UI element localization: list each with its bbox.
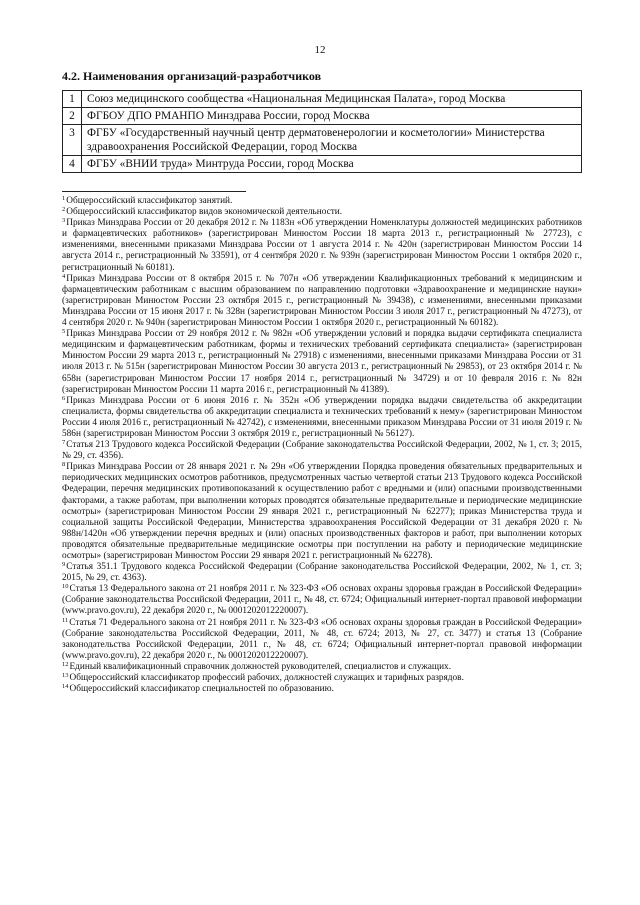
footnote — [62, 396, 582, 440]
footnote-text: Единый квалификационный справочник должностей руководителей, специалистов и служащих. — [69, 661, 452, 672]
footnote-number: 10 — [62, 583, 69, 591]
footnote-number: 1 — [62, 195, 66, 202]
footnote-text: Статья 71 Федерального закона от 21 ноября 2011 г. № 323-ФЗ «Об основах охраны здоровья граждан в Российской Федерации» (Собрание законодательства Российской Федерации, 2011, № 48, ст. 6724; 2013, № 27, ст. 3477) и статья 13 (Собрание законодательства Российской Федерации, 2011 г., № 48, ст. 6724; Официальный интернет-портал правовой информации (www.pravo.gov.ru), 22 декабря 2020 г., № 0001202012220007). — [62, 617, 582, 661]
footnote-text: Статья 213 Трудового кодекса Российской Федерации (Собрание законодательства Российской Федерации, 2002, № 1, ст. 3; 2015, № 29, ст. 4356). — [62, 440, 582, 462]
organizations-table — [62, 90, 582, 173]
footnote-number: 7 — [62, 439, 66, 447]
organization-name: ФГБУ «ВНИИ труда» Минтруда России, город Москва — [82, 156, 582, 173]
footnote — [62, 673, 582, 684]
footnote — [62, 684, 582, 695]
footnote-number: 14 — [62, 683, 69, 691]
footnote-number: 8 — [62, 461, 66, 469]
table-row — [63, 125, 582, 156]
row-number: 2 — [63, 108, 82, 125]
footnote-number: 5 — [62, 328, 66, 336]
footnote-separator — [62, 191, 246, 192]
footnote-text: Общероссийский классификатор профессий рабочих, должностей служащих и тарифных разрядов. — [69, 673, 464, 684]
footnote-text: Приказ Минздрава России от 29 ноября 2012 г. № 982н «Об утверждении условий и порядка выдачи сертификата специалиста медицинским и фармацевтическим работникам, формы и технических требований сертификата специалиста» (зарегистрирован Минюстом России 29 марта 2013 г., регистрационный № 27918) с изменениями, внесенными приказами Минздрава России от 31 июля 2013 г. № 515н (зарегистрирован Минюстом России 30 августа 2013 г., регистрационный № 29853), от 23 октября 2014 г. № 658н (зарегистрирован Минюстом России 17 ноября 2014 г., регистрационный № 34729) и от 10 февраля 2016 г. № 82н (зарегистрирован Минюстом России 11 марта 2016 г., регистрационный № 41389). — [62, 329, 582, 395]
footnote-number: 2 — [62, 206, 66, 214]
footnote — [62, 440, 582, 462]
footnote-text: Приказ Минздрава России от 20 декабря 2012 г. № 1183н «Об утверждении Номенклатуры должностей медицинских работников и фармацевтических работников» (зарегистрирован Минюстом России 18 марта 2013 г., регистрационный № 27723), с изменениями, внесенными приказами Минздрава России от 1 августа 2014 г. № 420н (зарегистрирован Минюстом России 14 августа 2014 г., регистрационный № 33591), от 4 сентября 2020 г. № 939н (зарегистрирован Минюстом России 1 октября 2020 г., регистрационный № 60181). — [62, 218, 582, 273]
footnote-text: Общероссийский классификатор занятий. — [66, 196, 233, 206]
footnote-number: 3 — [62, 217, 66, 225]
footnote-text: Общероссийский классификатор видов экономической деятельности. — [66, 207, 343, 218]
footnote-text: Общероссийский классификатор специальностей по образованию. — [69, 684, 334, 695]
footnote — [62, 207, 582, 218]
section-title: 4.2. Наименования организаций-разработчиков — [62, 69, 322, 83]
footnote-number: 4 — [62, 272, 66, 280]
footnote-text: Статья 351.1 Трудового кодекса Российской Федерации (Собрание законодательства Российской Федерации, 2002, № 1, ст. 3; 2015, № 29, ст. 4363). — [62, 562, 582, 584]
footnote — [62, 329, 582, 396]
organization-name: Союз медицинского сообщества «Национальная Медицинская Палата», город Москва — [82, 91, 582, 108]
footnote — [62, 274, 582, 329]
organization-name: ФГБУ «Государственный научный центр дерматовенерологии и косметологии» Министерства здравоохранения Российской Федерации, город Москва — [82, 125, 582, 156]
footnote-number: 6 — [62, 394, 66, 402]
row-number: 4 — [63, 156, 82, 173]
page-number: 12 — [314, 44, 326, 56]
footnote-text: Приказ Минздрава России от 28 января 2021 г. № 29н «Об утверждении Порядка проведения обязательных предварительных и периодических медицинских осмотров работников, предусмотренных частью четвертой статьи 213 Трудового кодекса Российской Федерации, перечня медицинских противопоказаний к осуществлению работ с вредными и (или) опасными производственными факторами, а также работам, при выполнении которых проводятся обязательные предварительные и периодические медицинские осмотры» (зарегистрирован Минюстом России 29 января 2021 г., регистрационный № 62277); приказ Министерства труда и социальной защиты Российской Федерации, Министерства здравоохранения Российской Федерации от 31 декабря 2020 г. № 988н/1420н «Об утверждении перечня вредных и (или) опасных производственных факторов и работ, при выполнении которых проводятся обязательные предварительные медицинские осмотры при поступлении на работу и периодические медицинские осмотры» (зарегистрирован Минюстом России 29 января 2021 г. регистрационный № 62278). — [62, 462, 582, 561]
footnote — [62, 462, 582, 562]
row-number: 3 — [63, 125, 82, 156]
footnote — [62, 562, 582, 584]
footnote — [62, 218, 582, 273]
table-row — [63, 91, 582, 108]
organization-name: ФГБОУ ДПО РМАНПО Минздрава России, город Москва — [82, 108, 582, 125]
footnotes — [62, 196, 582, 695]
footnote-number: 13 — [62, 672, 69, 680]
row-number: 1 — [63, 91, 82, 108]
footnote — [62, 662, 582, 673]
footnote-number: 9 — [62, 561, 66, 569]
footnote-number: 12 — [62, 660, 69, 668]
footnote — [62, 618, 582, 662]
footnote-text: Приказ Минздрава России от 6 июня 2016 г. № 352н «Об утверждении порядка выдачи свидетельства об аккредитации специалиста, формы свидетельства об аккредитации специалиста и технических требований к нему» (зарегистрирован Минюстом России 4 июля 2016 г., регистрационный № 42742), с изменениями, внесенными приказом Минздрава России от 31 июля 2019 г. № 586н (зарегистрирован Минюстом России 3 октября 2019 г., регистрационный № 56127). — [62, 395, 582, 439]
table-row — [63, 156, 582, 173]
table-row — [63, 108, 582, 125]
footnote-number: 11 — [62, 616, 69, 624]
footnote-text: Приказ Минздрава России от 8 октября 2015 г. № 707н «Об утверждении Квалификационных требований к медицинским и фармацевтическим работникам с высшим образованием по направлению подготовки «Здравоохранение и медицинские науки» (зарегистрирован Минюстом России 23 октября 2015 г., регистрационный № 39438), с изменениями, внесенными приказами Минздрава России от 15 июня 2017 г. № 328н (зарегистрирован Минюстом России 3 июля 2017 г., регистрационный № 47273), от 4 сентября 2020 г. № 940н (зарегистрирован Минюстом России 1 октября 2020 г., регистрационный № 60182). — [62, 273, 582, 329]
footnote-text: Статья 13 Федерального закона от 21 ноября 2011 г. № 323-ФЗ «Об основах охраны здоровья граждан в Российской Федерации» (Собрание законодательства Российской Федерации, 2011 г., № 48, ст. 6724; Официальный интернет-портал правовой информации (www.pravo.gov.ru), 22 декабря 2020 г., № 0001202012220007). — [62, 584, 582, 617]
footnote — [62, 584, 582, 617]
footnote — [62, 196, 582, 207]
